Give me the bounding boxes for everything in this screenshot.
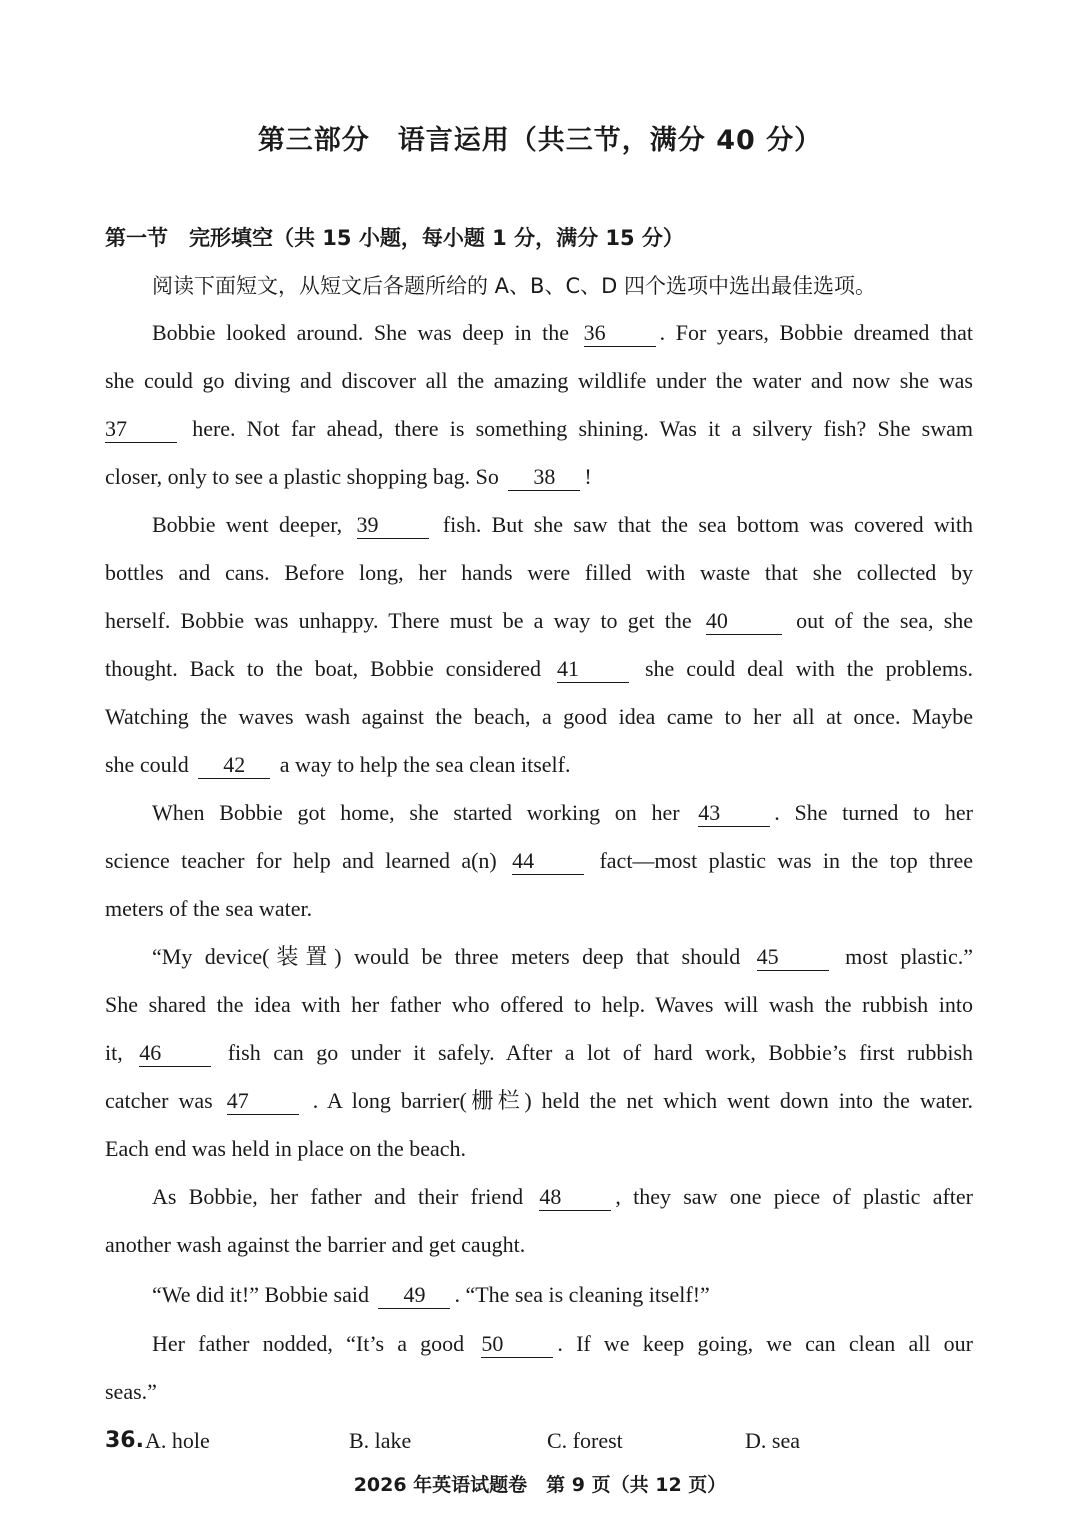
question-36-options — [105, 1428, 865, 1458]
passage-line: “My device(装置) would be three meters deep that should 45 most plastic.” — [152, 944, 974, 969]
section-title: 第一节 完形填空（共 15 小题，每小题 1 分，满分 15 分） — [105, 226, 684, 250]
passage-line: “We did it!” Bobbie said 49 . “The sea is cleaning itself!” — [152, 1282, 710, 1307]
passage-line: She shared the idea with her father who offered to help. Waves will wash the rubbish into — [105, 992, 973, 1017]
blank-47: 47 — [227, 1088, 299, 1115]
option-d: D. sea — [745, 1428, 800, 1453]
blank-36: 36 — [584, 320, 656, 347]
passage-line: As Bobbie, her father and their friend 48 , they saw one piece of plastic after — [152, 1184, 973, 1209]
passage-line: she could 42 a way to help the sea clean itself. — [105, 752, 571, 777]
blank-44: 44 — [512, 848, 584, 875]
passage-line: Her father nodded, “It’s a good 50 . If we keep going, we can clean all our — [152, 1331, 973, 1356]
blank-49: 49 — [378, 1282, 450, 1309]
passage-line: When Bobbie got home, she started working on her 43 . She turned to her — [152, 800, 973, 825]
question-number: 36. — [105, 1428, 144, 1453]
option-a: A. hole — [145, 1428, 210, 1453]
passage-line: herself. Bobbie was unhappy. There must be a way to get the 40 out of the sea, she — [105, 608, 974, 633]
passage-line: closer, only to see a plastic shopping bag. So 38 ! — [105, 464, 592, 489]
passage-line: science teacher for help and learned a(n) 44 fact—most plastic was in the top three — [105, 848, 974, 873]
blank-43: 43 — [698, 800, 770, 827]
blank-50: 50 — [481, 1331, 553, 1358]
passage-line: Bobbie went deeper, 39 fish. But she saw that the sea bottom was covered with — [152, 512, 973, 537]
passage-line: Bobbie looked around. She was deep in the 36 . For years, Bobbie dreamed that — [152, 320, 973, 345]
passage-line: it, 46 fish can go under it safely. After a lot of hard work, Bobbie’s first rubbish — [105, 1040, 974, 1065]
passage-line: catcher was 47 . A long barrier(栅栏) held the net which went down into the water. — [105, 1088, 974, 1113]
blank-48: 48 — [539, 1184, 611, 1211]
part-title: 第三部分 语言运用（共三节，满分 40 分） — [257, 125, 823, 156]
passage-line: bottles and cans. Before long, her hands were filled with waste that she collected by — [105, 560, 973, 585]
blank-42: 42 — [198, 752, 270, 779]
blank-37: 37 — [105, 416, 177, 443]
blank-41: 41 — [557, 656, 629, 683]
instruction: 阅读下面短文，从短文后各题所给的 A、B、C、D 四个选项中选出最佳选项。 — [152, 274, 876, 298]
passage-line: she could go diving and discover all the amazing wildlife under the water and now she was — [105, 368, 973, 393]
page-footer: 2026 年英语试题卷 第 9 页（共 12 页） — [353, 1474, 727, 1496]
passage-line: Each end was held in place on the beach. — [105, 1136, 467, 1161]
passage-line: seas.” — [105, 1379, 157, 1404]
passage-line: thought. Back to the boat, Bobbie considered 41 she could deal with the problems. — [105, 656, 974, 681]
blank-39: 39 — [357, 512, 429, 539]
blank-46: 46 — [139, 1040, 211, 1067]
blank-45: 45 — [757, 944, 829, 971]
option-c: C. forest — [547, 1428, 623, 1453]
blank-38: 38 — [508, 464, 580, 491]
passage-line: 37 here. Not far ahead, there is something shining. Was it a silvery fish? She swam — [105, 416, 974, 441]
passage-line: another wash against the barrier and get caught. — [105, 1232, 526, 1257]
option-b: B. lake — [349, 1428, 412, 1453]
passage-line: meters of the sea water. — [105, 896, 313, 921]
passage-line: Watching the waves wash against the beach, a good idea came to her all at once. Maybe — [105, 704, 973, 729]
blank-40: 40 — [706, 608, 782, 635]
